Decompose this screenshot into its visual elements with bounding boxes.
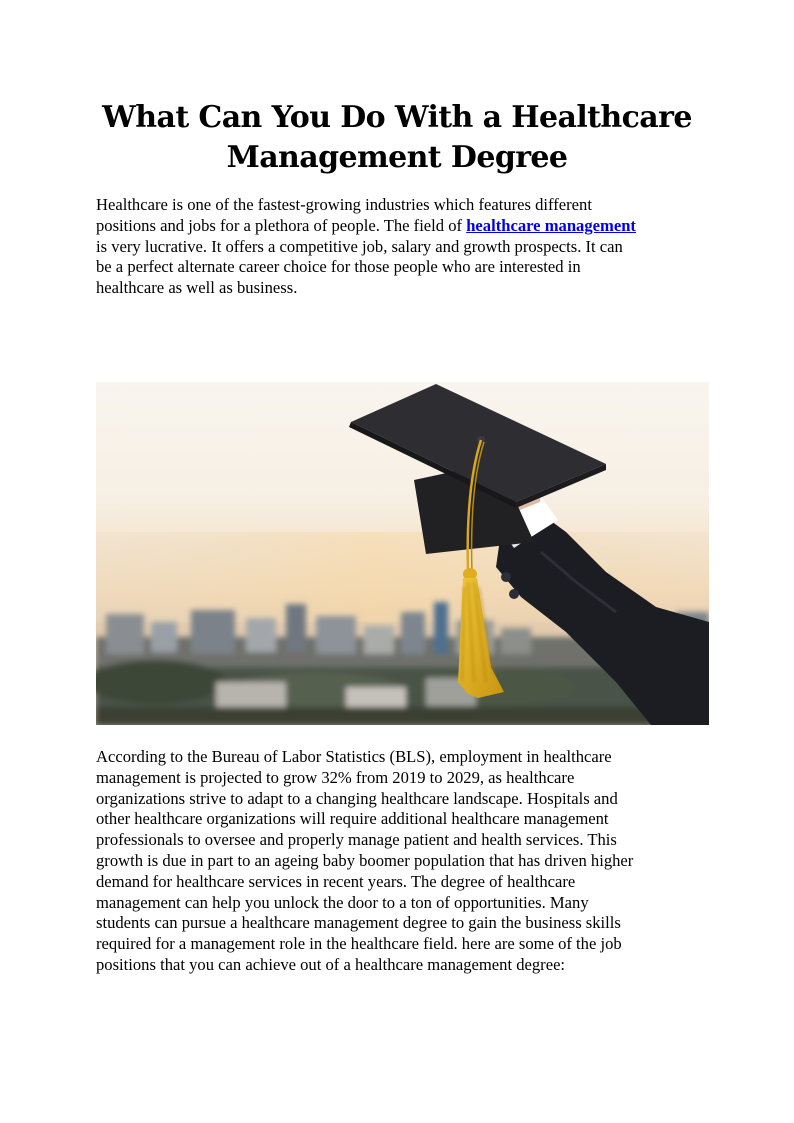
body-line: growth is due in part to an ageing baby boomer population that has driven higher bbox=[96, 850, 634, 870]
title-line-1: What Can You Do With a Healthcare bbox=[102, 100, 692, 135]
intro-text: positions and jobs for a plethora of people. The field of bbox=[96, 215, 467, 235]
body-line: management can help you unlock the door to a ton of opportunities. Many bbox=[96, 892, 589, 912]
body-line: professionals to oversee and properly manage patient and health services. This bbox=[96, 830, 617, 850]
body-line: other healthcare organizations will require additional healthcare management bbox=[96, 809, 609, 829]
intro-line: healthcare as well as business. bbox=[96, 278, 298, 298]
intro-line-with-link bbox=[96, 216, 706, 237]
graduation-cap-photo bbox=[96, 382, 709, 725]
title-line-2: Management Degree bbox=[226, 140, 568, 175]
body-line: management is projected to grow 32% from 2019 to 2029, as healthcare bbox=[96, 767, 575, 787]
intro-paragraph bbox=[96, 195, 706, 299]
intro-line: Healthcare is one of the fastest-growing industries which features different bbox=[96, 195, 592, 214]
body-line: demand for healthcare services in recent years. The degree of healthcare bbox=[96, 871, 576, 891]
body-line: positions that you can achieve out of a healthcare management degree: bbox=[96, 954, 566, 974]
healthcare-management-link[interactable]: healthcare management bbox=[466, 215, 636, 235]
intro-line: be a perfect alternate career choice for those people who are interested in bbox=[96, 257, 581, 277]
intro-line: is very lucrative. It offers a competitive job, salary and growth prospects. It can bbox=[96, 236, 623, 256]
body-line: required for a management role in the healthcare field. here are some of the job bbox=[96, 934, 622, 954]
body-line: organizations strive to adapt to a changing healthcare landscape. Hospitals and bbox=[96, 788, 618, 808]
body-line: According to the Bureau of Labor Statistics (BLS), employment in healthcare bbox=[96, 747, 612, 766]
bls-paragraph bbox=[96, 747, 706, 976]
page-title bbox=[96, 98, 698, 178]
body-line: students can pursue a healthcare management degree to gain the business skills bbox=[96, 913, 621, 933]
